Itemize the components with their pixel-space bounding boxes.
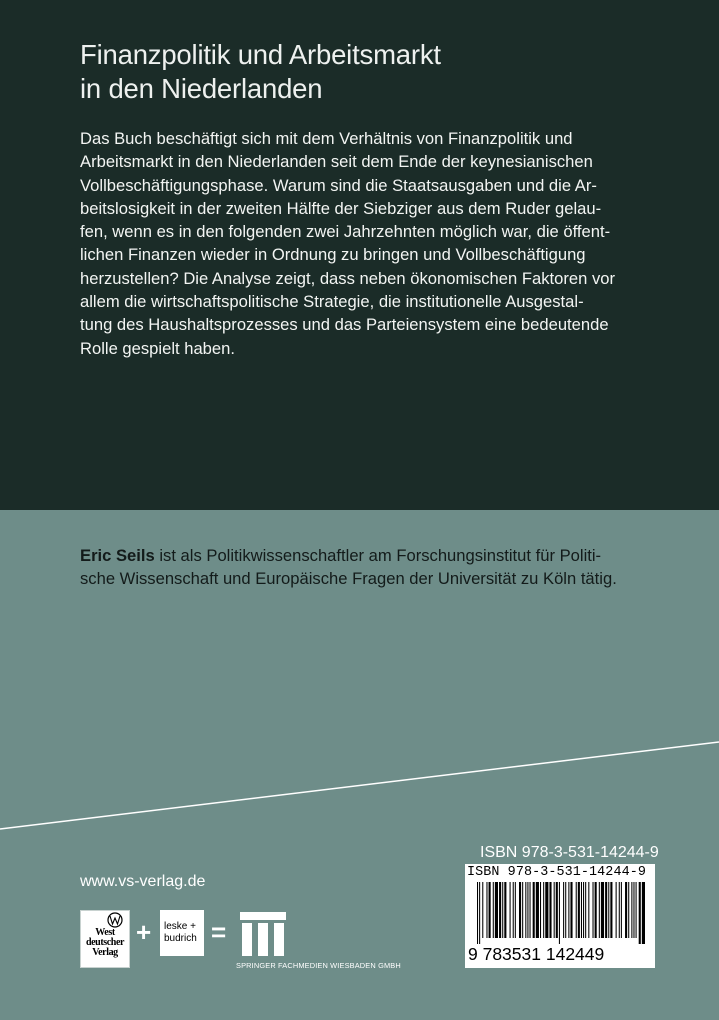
barcode-bar bbox=[519, 882, 521, 938]
barcode-bar bbox=[525, 882, 526, 938]
barcode-bar bbox=[527, 882, 528, 938]
barcode-bar bbox=[489, 882, 491, 938]
barcode-bar bbox=[628, 882, 629, 938]
springer-fachmedien-text: SPRINGER FACHMEDIEN WIESBADEN GMBH bbox=[236, 961, 401, 970]
barcode-bar bbox=[631, 882, 632, 938]
barcode-bar bbox=[530, 882, 531, 938]
barcode-bar bbox=[563, 882, 564, 938]
description-line: Vollbeschäftigungsphase. Warum sind die Staatsausgaben und die Ar- bbox=[80, 175, 597, 195]
description-line: lichen Finanzen wieder in Ordnung zu bringen und Vollbeschäftigung bbox=[80, 245, 586, 265]
barcode-bar bbox=[556, 882, 558, 938]
barcode-bar bbox=[499, 882, 501, 938]
title-line-2: in den Niederlanden bbox=[80, 73, 323, 104]
barcode-bar bbox=[495, 882, 498, 938]
barcode-bar bbox=[559, 882, 560, 944]
barcode-bar bbox=[486, 882, 487, 938]
barcode-bar bbox=[610, 882, 612, 938]
barcode-bars bbox=[477, 882, 645, 944]
barcode-bar bbox=[588, 882, 589, 938]
barcode-bar bbox=[639, 882, 641, 944]
westdeutscher-verlag-logo bbox=[80, 910, 130, 968]
author-bio-line-1 bbox=[80, 544, 650, 567]
barcode-bar bbox=[605, 882, 607, 938]
barcode-bar bbox=[621, 882, 622, 938]
leske-text: leske + bbox=[164, 921, 196, 932]
book-description bbox=[80, 127, 640, 360]
barcode-digits: 9 783531 142449 bbox=[468, 944, 605, 964]
barcode-bar bbox=[554, 882, 555, 938]
equals-sign: = bbox=[211, 917, 227, 947]
westdeutscher-logo-text: West deutscher Verlag bbox=[85, 927, 125, 958]
barcode-bar bbox=[565, 882, 566, 938]
barcode-bar bbox=[536, 882, 539, 938]
barcode-bar bbox=[549, 882, 551, 938]
description-line: Das Buch beschäftigt sich mit dem Verhältnis von Finanzpolitik und bbox=[80, 129, 573, 148]
barcode-bar bbox=[636, 882, 637, 938]
barcode-bar bbox=[593, 882, 594, 938]
barcode-bar bbox=[545, 882, 548, 938]
barcode-bar bbox=[601, 882, 604, 938]
barcode-bar bbox=[543, 882, 544, 938]
description-line: allem die wirtschaftspolitische Strategie, die institutionelle Ausgestal- bbox=[80, 292, 584, 312]
barcode-bar bbox=[482, 882, 483, 938]
barcode-bar bbox=[504, 882, 506, 938]
barcode-bar bbox=[633, 882, 634, 938]
barcode-bar bbox=[608, 882, 609, 938]
author-bio-text: ist als Politikwissenschaftler am Forschungsinstitut für Politi- bbox=[154, 546, 602, 565]
barcode-bar bbox=[515, 882, 516, 938]
title-line-1: Finanzpolitik und Arbeitsmarkt bbox=[80, 39, 441, 70]
author-name: Eric Seils bbox=[80, 546, 155, 565]
barcode-bar bbox=[625, 882, 627, 938]
barcode-bar bbox=[585, 882, 586, 938]
barcode-bar bbox=[595, 882, 597, 938]
barcode-bar bbox=[619, 882, 620, 938]
barcode-isbn-text: ISBN 978-3-531-14244-9 bbox=[467, 865, 646, 880]
barcode-bar bbox=[616, 882, 617, 938]
author-bio bbox=[80, 544, 650, 591]
description-line: fen, wenn es in den folgenden zwei Jahrzehnten möglich war, die öffent- bbox=[80, 222, 611, 242]
leske-budrich-text bbox=[164, 921, 197, 945]
website-url[interactable]: www.vs-verlag.de bbox=[80, 873, 206, 890]
description-line: herzustellen? Die Analyse zeigt, dass neben ökonomischen Faktoren vor bbox=[80, 268, 615, 288]
barcode-bar bbox=[477, 882, 478, 944]
barcode-bar bbox=[533, 882, 535, 938]
diagonal-divider-line bbox=[0, 740, 719, 840]
barcode-bar bbox=[493, 882, 494, 938]
barcode-bar bbox=[522, 882, 523, 938]
barcode-bar bbox=[642, 882, 645, 944]
barcode-bar bbox=[570, 882, 572, 938]
barcode-bar bbox=[510, 882, 511, 938]
barcode bbox=[465, 864, 655, 968]
budrich-text: budrich bbox=[164, 933, 197, 944]
springer-logo-icon bbox=[240, 912, 286, 958]
barcode-bar bbox=[576, 882, 577, 938]
description-line: beitslosigkeit in der zweiten Hälfte der Siebziger aus dem Ruder gelau- bbox=[80, 198, 602, 218]
description-line: Rolle gespielt haben. bbox=[80, 338, 235, 358]
barcode-bar bbox=[502, 882, 503, 938]
leske-budrich-logo bbox=[160, 910, 204, 956]
description-line: tung des Haushaltsprozesses und das Parteiensystem eine bedeutende bbox=[80, 315, 609, 335]
book-title bbox=[80, 38, 441, 106]
barcode-bar bbox=[583, 882, 584, 938]
barcode-bar bbox=[513, 882, 514, 938]
barcode-bar bbox=[578, 882, 580, 938]
barcode-bar bbox=[479, 882, 480, 944]
barcode-bar bbox=[581, 882, 582, 938]
author-bio-line-2: sche Wissenschaft und Europäische Fragen der Universität zu Köln tätig. bbox=[80, 569, 617, 589]
description-line: Arbeitsmarkt in den Niederlanden seit dem Ende der keynesianischen bbox=[80, 152, 593, 172]
plus-sign: + bbox=[136, 917, 152, 947]
barcode-bar bbox=[540, 882, 541, 938]
barcode-bar bbox=[599, 882, 600, 938]
isbn-label: ISBN 978-3-531-14244-9 bbox=[480, 844, 659, 861]
barcode-bar bbox=[568, 882, 569, 938]
